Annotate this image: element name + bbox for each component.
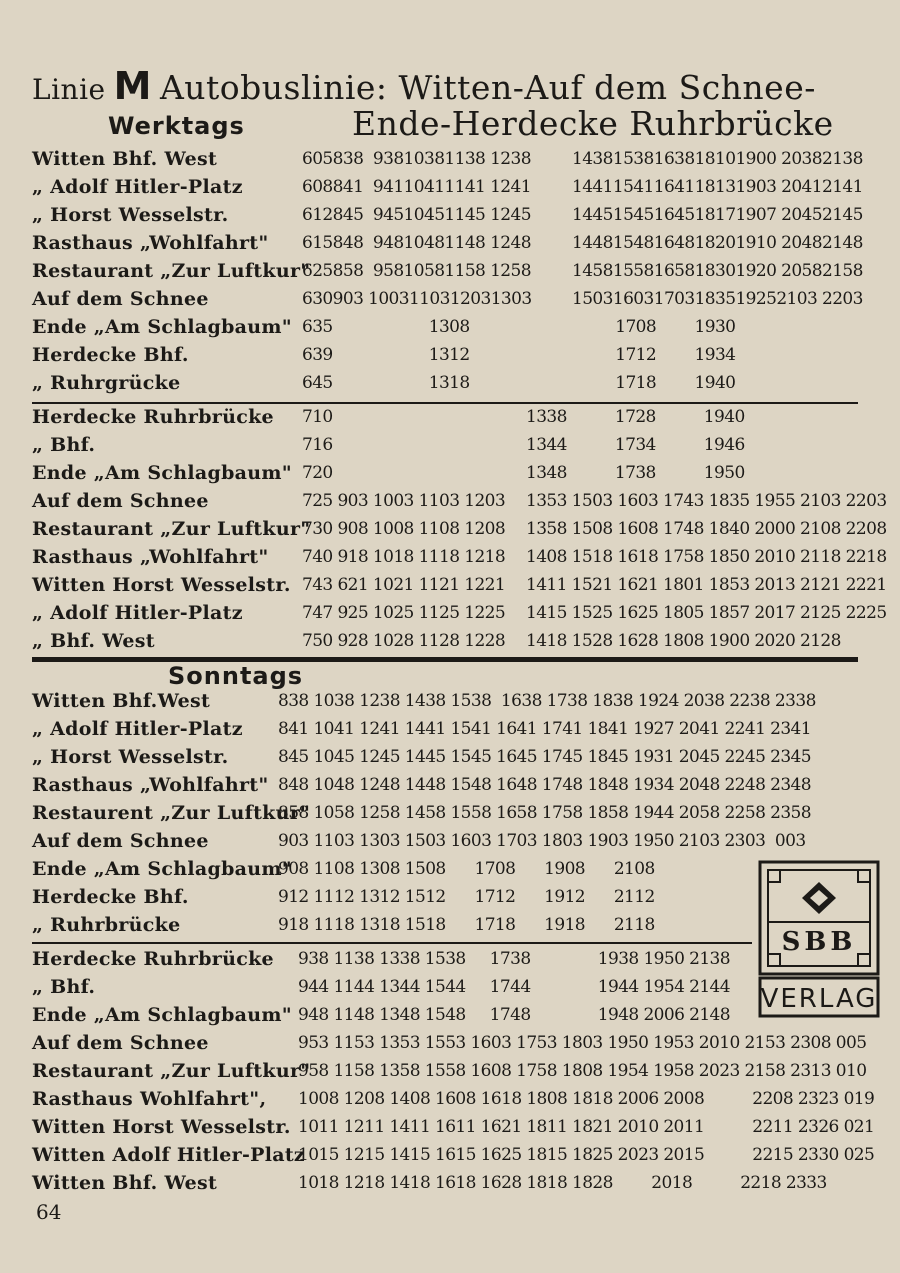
stop-name: Witten Bhf. West [32, 1172, 218, 1194]
departure-times: 630903 1003110312031303 [302, 289, 532, 309]
departure-times: 1708 1930 [572, 317, 736, 337]
departure-times: 1338 1728 1940 [526, 407, 745, 427]
timetable-row [32, 518, 887, 546]
timetable-row [32, 1144, 875, 1172]
timetable-row [32, 288, 872, 316]
stop-name: Rasthaus „Wohlfahrt" [32, 546, 269, 568]
stop-name: Ende „Am Schlagbaum" [32, 858, 293, 880]
departure-times: 605838 93810381138 1238 [302, 149, 531, 169]
timetable-row [32, 204, 872, 232]
departure-times: 903 1103 1303 1503 1603 1703 1803 1903 1950 2103 2303 003 [278, 831, 806, 851]
departure-times: 1011 1211 1411 1611 1621 1811 1821 2010 2011 2211 2326 021 [298, 1117, 875, 1137]
stop-name: Herdecke Bhf. [32, 886, 189, 908]
stop-name: „ Bhf. [32, 434, 96, 456]
departure-times: 14581558165818301920 20582158 [572, 261, 863, 281]
stop-name: „ Ruhrgrücke [32, 372, 181, 394]
departure-times: 625858 95810581158 1258 [302, 261, 531, 281]
departure-times: 838 1038 1238 1438 1538 1638 1738 1838 1924 2038 2238 2338 [278, 691, 816, 711]
timetable-row [32, 948, 872, 976]
departure-times: 615848 94810481148 1248 [302, 233, 531, 253]
departure-times: 608841 94110411141 1241 [302, 177, 531, 197]
timetable-row [32, 1004, 872, 1032]
stop-name: Rasthaus Wohlfahrt", [32, 1088, 267, 1110]
stop-name: Herdecke Bhf. [32, 344, 189, 366]
stop-name: Witten Bhf.West [32, 690, 211, 712]
stop-name: Auf dem Schnee [32, 490, 209, 512]
stop-name: Witten Horst Wesselstr. [32, 574, 291, 596]
departure-times: 1008 1208 1408 1608 1618 1808 1818 2006 2008 2208 2323 019 [298, 1089, 875, 1109]
section-divider [32, 942, 752, 944]
departure-times: 747 925 1025 1125 1225 [302, 603, 506, 623]
departure-times: 845 1045 1245 1445 1545 1645 1745 1845 1931 2045 2245 2345 [278, 747, 811, 767]
werktags-heading: Werktags [108, 112, 245, 140]
timetable-row [32, 574, 887, 602]
departure-times: 1415 1525 1625 1805 1857 2017 2125 2225 [526, 603, 887, 623]
departure-times: 912 1112 1312 1512 1712 1912 2112 [278, 887, 655, 907]
departure-times: 1358 1508 1608 1748 1840 2000 2108 2208 [526, 519, 887, 539]
timetable-row [32, 546, 887, 574]
departure-times: 720 [302, 463, 333, 483]
stop-name: „ Bhf. West [32, 630, 155, 652]
timetable-row [32, 1060, 872, 1088]
departure-times: 1344 1734 1946 [526, 435, 745, 455]
departure-times: 918 1118 1318 1518 1718 1918 2118 [278, 915, 655, 935]
section-divider [32, 402, 858, 404]
timetable-row [32, 176, 872, 204]
departure-times: 716 [302, 435, 333, 455]
departure-times: 14411541164118131903 20412141 [572, 177, 863, 197]
stop-name: Restaurant „Zur Luftkur" [32, 1060, 311, 1082]
departure-times: 1015 1215 1415 1615 1625 1815 1825 2023 2015 2215 2330 025 [298, 1145, 875, 1165]
departure-times: 1718 1940 [572, 373, 736, 393]
timetable-row [32, 630, 872, 658]
line-letter: M [113, 64, 152, 108]
timetable-row [32, 602, 887, 630]
stop-name: „ Ruhrbrücke [32, 914, 181, 936]
departure-times: 740 918 1018 1118 1218 [302, 547, 506, 567]
departure-times: 645 1318 [302, 373, 470, 393]
timetable-row [32, 316, 872, 344]
timetable-row [32, 830, 872, 858]
stop-name: Witten Bhf. West [32, 148, 218, 170]
departure-times: 841 1041 1241 1441 1541 1641 1741 1841 1927 2041 2241 2341 [278, 719, 811, 739]
departure-times: 944 1144 1344 1544 1744 1944 1954 2144 [298, 977, 730, 997]
departure-times: 639 1312 [302, 345, 470, 365]
stop-name: Witten Adolf Hitler-Platz [32, 1144, 306, 1166]
departure-times: 725 903 1003 1103 1203 [302, 491, 506, 511]
route-tail: Ende-Herdecke Ruhrbrücke [352, 104, 834, 143]
timetable-row [32, 462, 872, 490]
timetable-row [32, 1088, 875, 1116]
stop-name: „ Adolf Hitler-Platz [32, 718, 243, 740]
departure-times: 710 [302, 407, 333, 427]
departure-times: 1018 1218 1418 1618 1628 1818 1828 2018 2218 2333 [298, 1173, 827, 1193]
departure-times: 743 621 1021 1121 1221 [302, 575, 506, 595]
departure-times: 14451545164518171907 20452145 [572, 205, 863, 225]
stop-name: Restaurent „Zur Luftkur" [32, 802, 311, 824]
timetable-row [32, 1172, 872, 1200]
departure-times: 948 1148 1348 1548 1748 1948 2006 2148 [298, 1005, 730, 1025]
departure-times: 150316031703183519252103 2203 [572, 289, 863, 309]
stop-name: Rasthaus „Wohlfahrt" [32, 232, 269, 254]
stop-name: Auf dem Schnee [32, 1032, 209, 1054]
departure-times: 1408 1518 1618 1758 1850 2010 2118 2218 [526, 547, 887, 567]
departure-times: 953 1153 1353 1553 1603 1753 1803 1950 1953 2010 2153 2308 005 [298, 1033, 867, 1053]
timetable-row [32, 858, 872, 886]
timetable-row [32, 372, 872, 400]
sbb-verlag-logo [758, 860, 880, 1018]
departure-times: 1348 1738 1950 [526, 463, 745, 483]
timetable-row [32, 232, 872, 260]
timetable-row [32, 1032, 872, 1060]
timetable-row [32, 1116, 875, 1144]
stop-name: „ Horst Wesselstr. [32, 746, 229, 768]
stop-name: Herdecke Ruhrbrücke [32, 948, 274, 970]
departure-times: 1712 1934 [572, 345, 736, 365]
departure-times: 1353 1503 1603 1743 1835 1955 2103 2203 [526, 491, 887, 511]
departure-times: 1411 1521 1621 1801 1853 2013 2121 2221 [526, 575, 887, 595]
stop-name: „ Adolf Hitler-Platz [32, 602, 243, 624]
departure-times: 730 908 1008 1108 1208 [302, 519, 506, 539]
departure-times: 14481548164818201910 20482148 [572, 233, 863, 253]
timetable-row [32, 148, 872, 176]
timetable-row [32, 774, 872, 802]
departure-times: 612845 94510451145 1245 [302, 205, 531, 225]
departure-times: 635 1308 [302, 317, 470, 337]
departure-times: 908 1108 1308 1508 1708 1908 2108 [278, 859, 655, 879]
linie-word: Linie [32, 73, 106, 106]
stop-name: Auf dem Schnee [32, 288, 209, 310]
timetable-row [32, 690, 872, 718]
page-number: 64 [36, 1200, 62, 1224]
timetable-row [32, 976, 872, 1004]
stop-name: Auf dem Schnee [32, 830, 209, 852]
departure-times: 938 1138 1338 1538 1738 1938 1950 2138 [298, 949, 730, 969]
stop-name: Ende „Am Schlagbaum" [32, 1004, 293, 1026]
timetable-row [32, 802, 872, 830]
logo-monogram: SBB [781, 927, 857, 957]
section-divider-thick [32, 657, 858, 662]
stop-name: „ Horst Wesselstr. [32, 204, 229, 226]
timetable-row [32, 344, 872, 372]
timetable-row [32, 914, 872, 942]
stop-name: „ Adolf Hitler-Platz [32, 176, 243, 198]
sonntags-heading: Sonntags [168, 662, 304, 690]
stop-name: Restaurant „Zur Luftkur" [32, 518, 311, 540]
timetable-row [32, 434, 872, 462]
timetable-row [32, 886, 872, 914]
departure-times: 750 928 1028 1128 1228 [302, 631, 506, 651]
stop-name: Rasthaus „Wohlfahrt" [32, 774, 269, 796]
departure-times: 1418 1528 1628 1808 1900 2020 2128 [526, 631, 841, 651]
timetable-row [32, 260, 872, 288]
departure-times: 858 1058 1258 1458 1558 1658 1758 1858 1944 2058 2258 2358 [278, 803, 811, 823]
stop-name: „ Bhf. [32, 976, 96, 998]
departure-times: 848 1048 1248 1448 1548 1648 1748 1848 1934 2048 2248 2348 [278, 775, 811, 795]
logo-word: VERLAG [760, 984, 878, 1014]
stop-name: Witten Horst Wesselstr. [32, 1116, 291, 1138]
timetable-row [32, 490, 887, 518]
stop-name: Ende „Am Schlagbaum" [32, 316, 293, 338]
departure-times: 14381538163818101900 20382138 [572, 149, 863, 169]
stop-name: Herdecke Ruhrbrücke [32, 406, 274, 428]
timetable-row [32, 718, 872, 746]
departure-times: 958 1158 1358 1558 1608 1758 1808 1954 1958 2023 2158 2313 010 [298, 1061, 867, 1081]
stop-name: Restaurant „Zur Luftkur" [32, 260, 311, 282]
timetable-row [32, 746, 872, 774]
route-head: Autobuslinie: Witten-Auf dem Schnee- [159, 68, 816, 107]
stop-name: Ende „Am Schlagbaum" [32, 462, 293, 484]
timetable-row [32, 406, 872, 434]
